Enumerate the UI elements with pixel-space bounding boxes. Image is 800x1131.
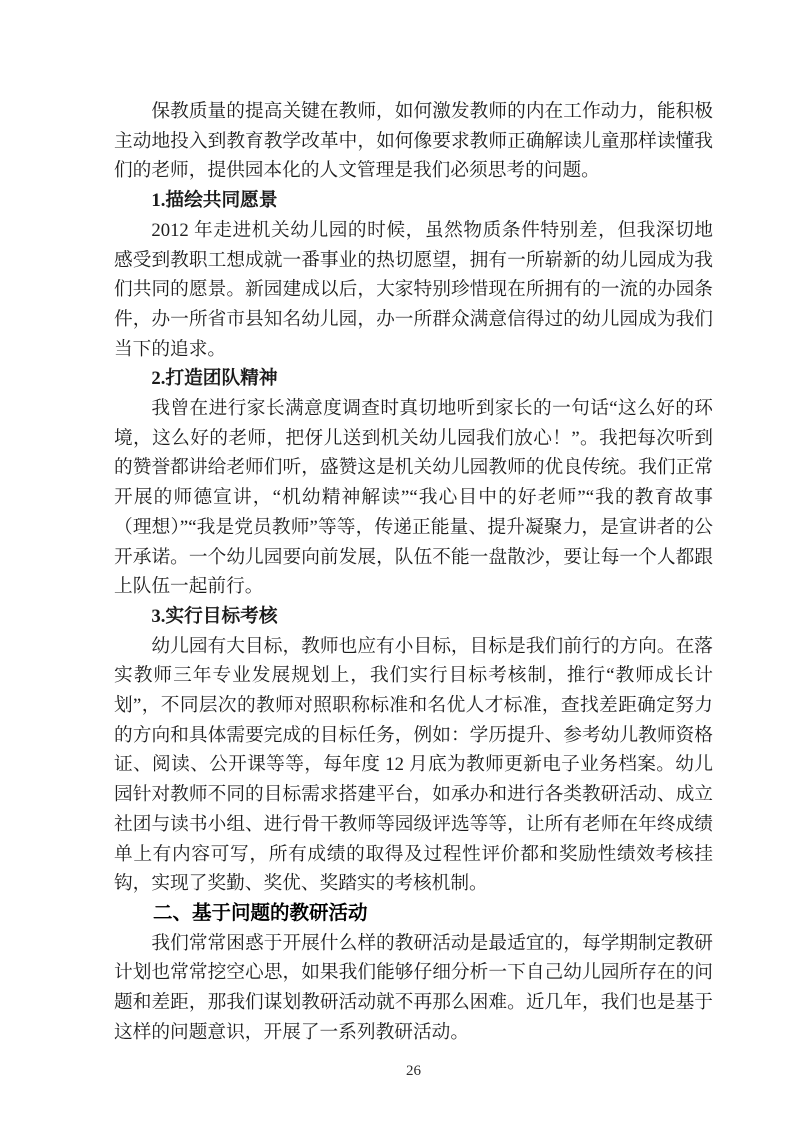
paragraph-intro: 保教质量的提高关键在教师，如何激发教师的内在工作动力，能积极主动地投入到教育教学改革中，如何像要求教师正确解读儿童那样读懂我们的老师，提供园本化的人文管理是我们必须思考的问题。 [114,101,713,182]
paragraph-problem-based-research: 我们常常困惑于开展什么样的教研活动是最适宜的，每学期制定教研计划也常常挖空心思，如果我们能够仔细分析一下自己幼儿园所存在的问题和差距，那我们谋划教研活动就不再那么困难。近几年，我们也是基于这样的问题意识，开展了一系列教研活动。 [114,932,713,1043]
document-text-area [114,97,713,1048]
paragraph-team-spirit: 我曾在进行家长满意度调查时真切地听到家长的一句话“这么好的环境，这么好的老师，把伢儿送到机关幼儿园我们放心！”。我把每次听到的赞誉都讲给老师们听，盛赞这是机关幼儿园教师的优良传统。我们正常开展的师德宣讲，“机幼精神解读”“我心目中的好老师”“我的教育故事（理想）”“我是党员教师”等等，传递正能量、提升凝聚力，是宣讲者的公开承诺。一个幼儿园要向前发展，队伍不能一盘散沙，要让每一个人都跟上队伍一起前行。 [114,398,713,598]
subheading-1-shared-vision: 1.描绘共同愿景 [151,190,278,212]
page-footer [114,1061,713,1081]
subheading-2-team-spirit: 2.打造团队精神 [151,368,278,390]
page-number: 26 [406,1063,421,1079]
paragraph-goal-assessment: 幼儿园有大目标，教师也应有小目标，目标是我们前行的方向。在落实教师三年专业发展规划上，我们实行目标考核制，推行“教师成长计划”，不同层次的教师对照职称标准和名优人才标准，查找差距确定努力的方向和具体需要完成的目标任务，例如：学历提升、参考幼儿教师资格证、阅读、公开课等等，每年度 12 月底为教师更新电子业务档案。幼儿园针对教师不同的目标需求搭建平台，如承办和进行各类教研活动、成立社团与读书小组、进行骨干教师等园级评选等等，让所有老师在年终成绩单上有内容可写，所有成绩的取得及过程性评价都和奖励性绩效考核挂钩，实现了奖勤、奖优、奖踏实的考核机制。 [114,635,713,895]
section-heading-problem-based-research: 二、基于问题的教研活动 [153,901,368,924]
subheading-3-goal-assessment: 3.实行目标考核 [151,605,278,627]
paragraph-shared-vision: 2012 年走进机关幼儿园的时候，虽然物质条件特别差，但我深切地感受到教职工想成就一番事业的热切愿望，拥有一所崭新的幼儿园成为我们共同的愿景。新园建成以后，大家特别珍惜现在所拥有的一流的办园条件，办一所省市县知名幼儿园，办一所群众满意信得过的幼儿园成为我们当下的追求。 [114,219,713,360]
